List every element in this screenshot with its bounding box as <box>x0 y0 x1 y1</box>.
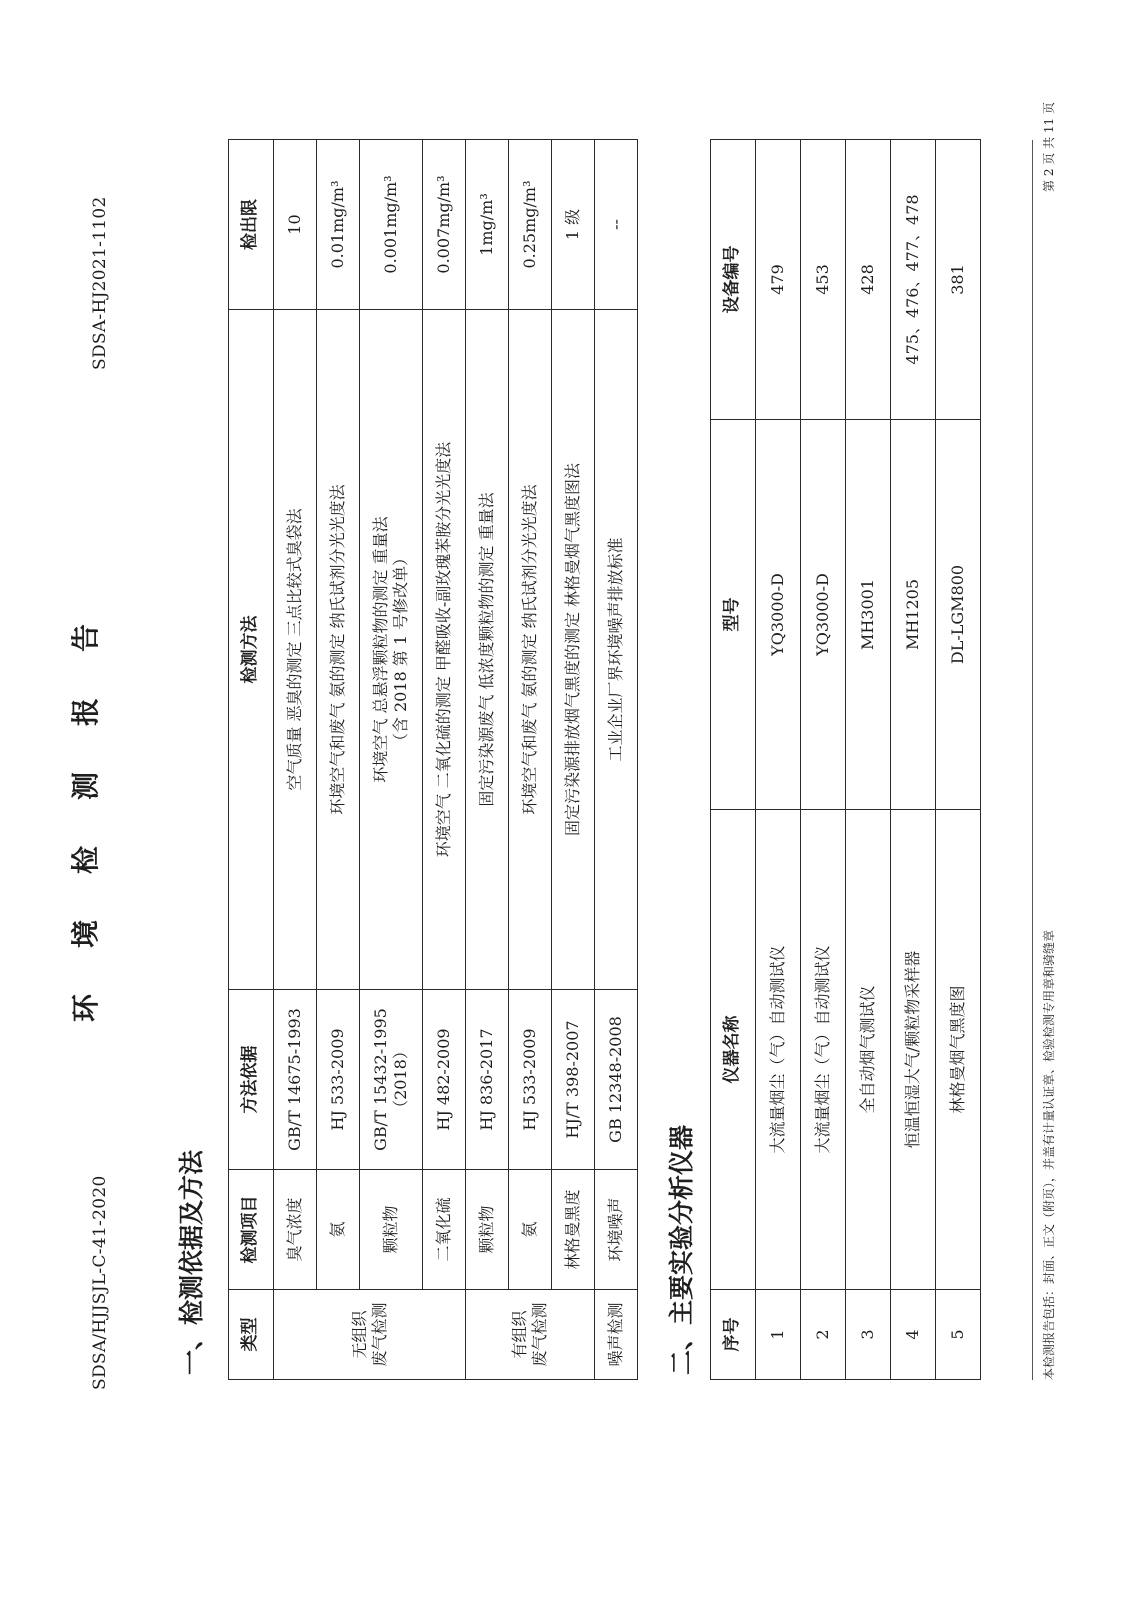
id-cell: 453 <box>801 140 846 420</box>
instrument-table <box>710 139 981 1380</box>
page-number: 第 2 页 共 11 页 <box>1042 102 1056 192</box>
document-code: SDSA/HJJSJL-C-41-2020 <box>90 1175 110 1390</box>
method-line2: （含 2018 第 1 号修改单） <box>391 549 410 750</box>
no-cell: 5 <box>936 1290 981 1380</box>
no-cell: 2 <box>801 1290 846 1380</box>
name-cell: 全自动烟气测试仪 <box>846 810 891 1290</box>
table-row <box>846 140 891 1380</box>
model-cell: YQ3000-D <box>756 420 801 810</box>
id-cell: 381 <box>936 140 981 420</box>
item-cell: 颗粒物 <box>360 1170 423 1290</box>
limit-cell: 10 <box>274 140 317 310</box>
instrument-table-header <box>711 140 756 1380</box>
model-cell: DL-LGM800 <box>936 420 981 810</box>
table-row <box>360 140 423 1380</box>
type-line2: 废气检测 <box>369 1302 389 1367</box>
limit-cell: 0.007mg/m³ <box>423 140 466 310</box>
method-cell: 环境空气和废气 氨的测定 纳氏试剂分光光度法 <box>317 310 360 990</box>
basis-line1: GB/T 15432-1995 <box>371 1008 390 1151</box>
col-item: 检测项目 <box>229 1170 274 1290</box>
method-cell: 环境空气和废气 氨的测定 纳氏试剂分光光度法 <box>509 310 552 990</box>
type-line2: 废气检测 <box>530 1302 549 1367</box>
table-row <box>509 140 552 1380</box>
model-cell: MH1205 <box>891 420 936 810</box>
footer-rule <box>1032 140 1033 1380</box>
method-cell: 固定污染源排放烟气黑度的测定 林格曼烟气黑度图法 <box>552 310 595 990</box>
name-cell: 林格曼烟气黑度图 <box>936 810 981 1290</box>
limit-cell: 1 级 <box>552 140 595 310</box>
report-title: 环境检测报告 <box>69 578 102 1023</box>
basis-cell <box>360 990 423 1170</box>
no-cell: 3 <box>846 1290 891 1380</box>
model-cell: YQ3000-D <box>801 420 846 810</box>
no-cell: 4 <box>891 1290 936 1380</box>
table-row <box>756 140 801 1380</box>
section2-heading: 二、主要实验分析仪器 <box>667 1124 696 1375</box>
item-cell: 林格曼黑度 <box>552 1170 595 1290</box>
type-line1: 有组织 <box>510 1310 529 1359</box>
basis-cell: HJ 533-2009 <box>509 990 552 1170</box>
basis-cell: HJ 533-2009 <box>317 990 360 1170</box>
table-row <box>936 140 981 1380</box>
id-cell: 479 <box>756 140 801 420</box>
basis-cell: HJ 482-2009 <box>423 990 466 1170</box>
name-cell: 大流量烟尘（气）自动测试仪 <box>801 810 846 1290</box>
col-basis: 方法依据 <box>229 990 274 1170</box>
limit-cell: 0.25mg/m³ <box>509 140 552 310</box>
item-cell: 氨 <box>509 1170 552 1290</box>
model-cell: MH3001 <box>846 420 891 810</box>
item-cell: 颗粒物 <box>466 1170 509 1290</box>
limit-cell: 0.001mg/m³ <box>360 140 423 310</box>
limit-cell: 1mg/m³ <box>466 140 509 310</box>
method-table <box>228 139 638 1380</box>
table-row <box>595 140 638 1380</box>
limit-cell: 0.01mg/m³ <box>317 140 360 310</box>
id-cell: 428 <box>846 140 891 420</box>
method-cell <box>360 310 423 990</box>
basis-cell: GB/T 14675-1993 <box>274 990 317 1170</box>
table-row <box>274 140 317 1380</box>
no-cell: 1 <box>756 1290 801 1380</box>
type-line1: 无组织 <box>349 1310 369 1359</box>
col-name: 仪器名称 <box>711 810 756 1290</box>
method-line1: 环境空气 总悬浮颗粒物的测定 重量法 <box>371 516 390 783</box>
item-cell: 氨 <box>317 1170 360 1290</box>
name-cell: 大流量烟尘（气）自动测试仪 <box>756 810 801 1290</box>
id-cell: 475、476、477、478 <box>891 140 936 420</box>
section1-heading: 一、检测依据及方法 <box>177 1149 206 1375</box>
method-cell: 空气质量 恶臭的测定 三点比较式臭袋法 <box>274 310 317 990</box>
item-cell: 环境噪声 <box>595 1170 638 1290</box>
col-model: 型号 <box>711 420 756 810</box>
item-cell: 二氧化硫 <box>423 1170 466 1290</box>
limit-cell: -- <box>595 140 638 310</box>
basis-cell: HJ 836-2017 <box>466 990 509 1170</box>
col-no: 序号 <box>711 1290 756 1380</box>
table-row <box>317 140 360 1380</box>
table-row <box>891 140 936 1380</box>
method-cell: 工业企业厂界环境噪声排放标准 <box>595 310 638 990</box>
col-id: 设备编号 <box>711 140 756 420</box>
basis-cell: GB 12348-2008 <box>595 990 638 1170</box>
report-number: SDSA-HJ2021-1102 <box>90 196 110 370</box>
col-type: 类型 <box>229 1290 274 1380</box>
table-row <box>423 140 466 1380</box>
footer-note: 本检测报告包括：封面、正文（附页），并盖有计量认证章、检验检测专用章和骑缝章 <box>1042 929 1056 1380</box>
col-limit: 检出限 <box>229 140 274 310</box>
table-row <box>466 140 509 1380</box>
type-cell: 噪声检测 <box>595 1290 638 1380</box>
item-cell: 臭气浓度 <box>274 1170 317 1290</box>
table-row <box>552 140 595 1380</box>
name-cell: 恒温恒湿大气/颗粒物采样器 <box>891 810 936 1290</box>
method-cell: 环境空气 二氧化硫的测定 甲醛吸收-副玫瑰苯胺分光光度法 <box>423 310 466 990</box>
basis-line2: （2018） <box>391 1043 410 1116</box>
basis-cell: HJ/T 398-2007 <box>552 990 595 1170</box>
type-cell <box>466 1290 595 1380</box>
method-cell: 固定污染源废气 低浓度颗粒物的测定 重量法 <box>466 310 509 990</box>
col-method: 检测方法 <box>229 310 274 990</box>
method-table-header <box>229 140 274 1380</box>
type-cell <box>274 1290 466 1380</box>
table-row <box>801 140 846 1380</box>
